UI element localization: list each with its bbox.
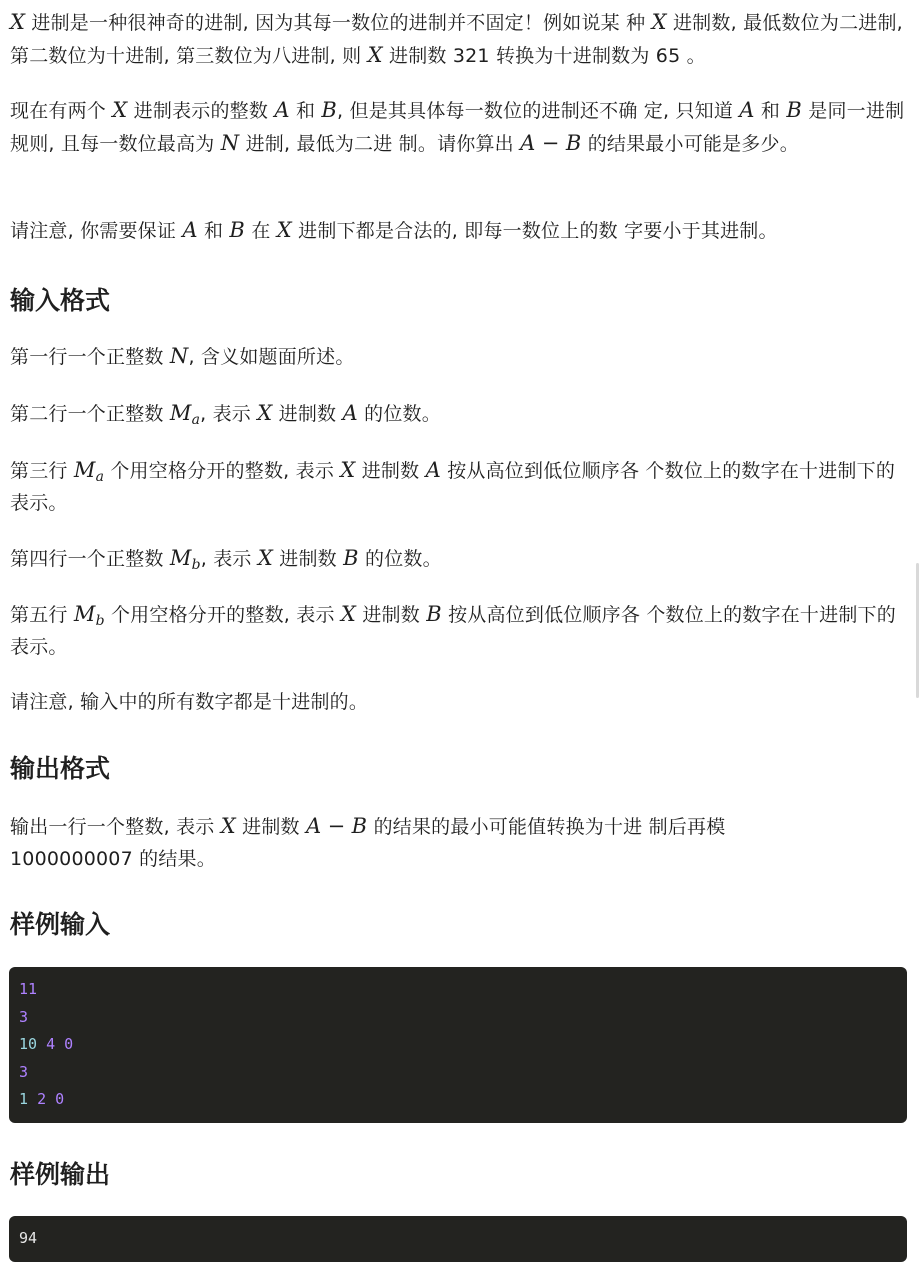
- math-A: A: [182, 218, 198, 242]
- code-number: 3: [19, 1007, 29, 1026]
- sample-output-heading: 样例输出: [10, 1160, 111, 1189]
- input-line-2-text: 第二行一个正整数: [10, 403, 164, 425]
- output-format-heading: 输出格式: [10, 754, 111, 783]
- math-minus: −: [327, 814, 346, 838]
- output-text-3: 的结果的最小可能值转换为十进 制后再模 1000000007 的结果。: [10, 816, 726, 870]
- code-number: 3: [19, 1062, 29, 1081]
- math-B: B: [565, 131, 582, 155]
- code-number: 0: [64, 1035, 74, 1054]
- output-text-1: 输出一行一个整数, 表示: [10, 816, 215, 838]
- math-Mb: $M_b$: [169, 546, 201, 573]
- sample-input-line-5: [19, 1086, 907, 1114]
- input-line-5-text-2: 个用空格分开的整数, 表示: [110, 604, 335, 626]
- input-line-3: [10, 454, 906, 519]
- sample-input-line-4: [19, 1059, 907, 1087]
- code-number: 0: [55, 1090, 65, 1109]
- math-B: B: [426, 602, 442, 626]
- task-text-7: 进制, 最低为二进 制。请你算出: [245, 133, 514, 155]
- input-line-1-text-2: , 含义如题面所述。: [188, 346, 355, 368]
- sample-input-code-block[interactable]: [9, 967, 907, 1123]
- validity-text-2: 和: [203, 220, 224, 242]
- input-line-3-text: 第三行: [10, 460, 68, 482]
- code-number: 10: [19, 1035, 38, 1054]
- sample-input-line-2: [19, 1004, 907, 1032]
- task-text-4: , 但是其具体每一数位的进制还不确 定, 只知道: [337, 100, 734, 122]
- input-line-3-text-4: 按从高位到低位顺序各 个数位上的数字在十进制下的表示。: [10, 460, 896, 514]
- code-number: 2: [37, 1090, 47, 1109]
- input-line-1: [10, 340, 906, 373]
- input-line-4-text-4: 的位数。: [365, 548, 442, 570]
- input-format-heading: 输入格式: [10, 286, 111, 315]
- math-A: A: [520, 131, 536, 155]
- task-text-1: 现在有两个: [10, 100, 107, 122]
- code-number: 4: [46, 1035, 56, 1054]
- sample-output-code-block[interactable]: [9, 1216, 907, 1262]
- math-Ma: $M_a$: [73, 458, 105, 485]
- math-X: X: [257, 546, 274, 570]
- math-A: A: [425, 458, 441, 482]
- sample-input-heading: 样例输入: [10, 910, 111, 939]
- math-A: A: [739, 98, 755, 122]
- math-B: B: [321, 98, 338, 122]
- math-A: A: [274, 98, 290, 122]
- input-line-3-text-2: 个用空格分开的整数, 表示: [110, 460, 335, 482]
- input-line-2-text-3: 进制数: [278, 403, 337, 425]
- math-A: A: [342, 401, 358, 425]
- math-X: X: [10, 10, 26, 34]
- math-B: B: [229, 218, 246, 242]
- sample-input-line-3: [19, 1031, 907, 1059]
- input-line-4-text-2: , 表示: [200, 548, 252, 570]
- math-X: X: [220, 814, 236, 838]
- math-Mb: $M_b$: [73, 602, 105, 629]
- math-minus: −: [541, 131, 560, 155]
- math-B: B: [343, 546, 359, 570]
- input-line-1-text: 第一行一个正整数: [10, 346, 164, 368]
- validity-text-3: 在: [251, 220, 271, 242]
- math-N: N: [169, 344, 189, 368]
- task-paragraph: [10, 94, 906, 160]
- input-line-4-text-3: 进制数: [279, 548, 337, 570]
- math-X: X: [651, 10, 667, 34]
- task-text-5: 和: [760, 100, 781, 122]
- intro-text-2: 进制数, 最低数位为二进制, 第二数位为十进制, 第三数位为八进制, 则: [10, 12, 903, 67]
- math-B: B: [786, 98, 803, 122]
- input-decimal-note: 请注意, 输入中的所有数字都是十进制的。: [10, 691, 369, 713]
- input-line-2-text-2: , 表示: [200, 403, 251, 425]
- math-X: X: [257, 401, 273, 425]
- task-text-6: 是同一进制规则, 且每一数位最高为: [10, 100, 905, 155]
- input-line-5: [10, 598, 906, 663]
- code-number: 1: [19, 1090, 29, 1109]
- input-line-4: [10, 542, 906, 575]
- input-line-2-text-4: 的位数。: [364, 403, 441, 425]
- input-line-5-text: 第五行: [10, 604, 68, 626]
- input-line-5-text-4: 按从高位到低位顺序各 个数位上的数字在十进制下的表示。: [10, 604, 896, 658]
- output-text-2: 进制数: [242, 816, 300, 838]
- sample-output-value: 94: [19, 1229, 38, 1247]
- intro-text-3: 进制数 321 转换为十进制数为 65 。: [389, 45, 706, 67]
- validity-text-4: 进制下都是合法的, 即每一数位上的数 字要小于其进制。: [298, 220, 778, 242]
- sample-input-line-1: [19, 976, 907, 1004]
- validity-note: [10, 214, 906, 247]
- input-line-3-text-3: 进制数: [361, 460, 420, 482]
- input-line-5-text-3: 进制数: [362, 604, 420, 626]
- validity-text-1: 请注意, 你需要保证: [10, 220, 177, 242]
- math-B: B: [351, 814, 368, 838]
- math-X: X: [367, 43, 383, 67]
- intro-text-1: 进制是一种很神奇的进制, 因为其每一数位的进制并不固定！例如说某 种: [31, 12, 646, 34]
- math-N: N: [220, 131, 240, 155]
- input-line-4-text: 第四行一个正整数: [10, 548, 164, 570]
- math-X: X: [340, 602, 357, 626]
- task-text-2: 进制表示的整数: [133, 100, 269, 122]
- input-line-2: [10, 397, 906, 430]
- task-text-3: 和: [295, 100, 316, 122]
- math-Ma: $M_a$: [169, 401, 201, 428]
- code-number: 11: [19, 980, 38, 998]
- math-X: X: [276, 218, 292, 242]
- output-description: [10, 810, 810, 875]
- math-X: X: [112, 98, 128, 122]
- task-text-8: 的结果最小可能是多少。: [587, 133, 799, 155]
- math-X: X: [340, 458, 356, 482]
- math-A: A: [306, 814, 322, 838]
- intro-paragraph: [10, 6, 906, 72]
